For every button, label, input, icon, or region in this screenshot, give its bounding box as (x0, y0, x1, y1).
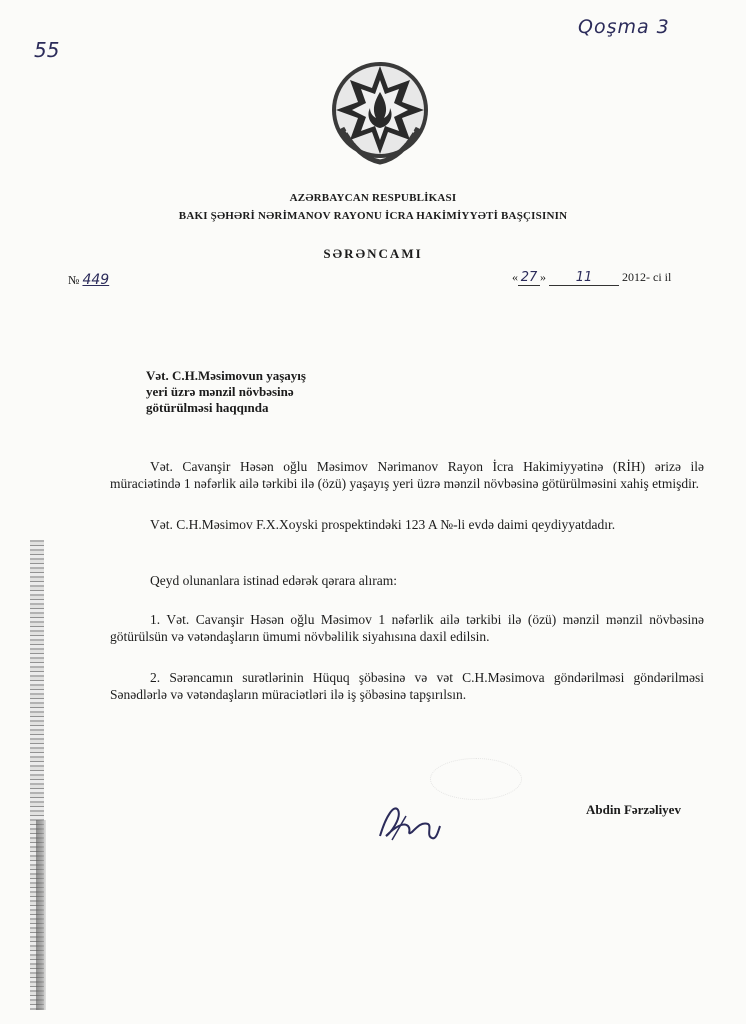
date-day: 27 (518, 270, 540, 286)
date-month: 11 (549, 270, 619, 286)
subject-line: yeri üzrə mənzil növbəsinə (146, 384, 294, 399)
body-paragraph-decision-intro: Qeyd olunanlara istinad edərək qərara alıram: (150, 573, 398, 588)
number-value: 449 (82, 272, 110, 288)
handwritten-attachment-note: Qoşma 3 (578, 16, 670, 38)
order-subject (146, 368, 306, 416)
header-order-title: SƏRƏNCAMI (323, 246, 423, 261)
body-paragraph-registration: Vət. C.H.Məsimov F.X.Xoyski prospektindəki 123 A №-li evdə daimi qeydiyyatdadır. (150, 517, 616, 532)
subject-line: Vət. C.H.Məsimovun yaşayış (146, 368, 306, 383)
body-paragraph-item-2: 2. Sərəncamın surətlərinin Hüquq şöbəsinə və vət C.H.Məsimova göndərilməsi göndərilməsi Sənədlərlə və vətəndaşların müraciətləri ilə iş şöbəsinə tapşırılsın. (110, 670, 704, 702)
scan-edge-shadow (36, 820, 46, 1010)
order-number (68, 272, 109, 288)
header-republic: AZƏRBAYCAN RESPUBLİKASI (289, 192, 457, 204)
azerbaijan-coat-of-arms-icon (328, 58, 432, 168)
date-year: 2012- ci il (622, 270, 672, 284)
body-paragraph-item-1: 1. Vət. Cavanşir Həsən oğlu Məsimov 1 nəfərlik ailə tərkibi ilə (özü) mənzil mənzil növbəsinə götürülsün və vətəndaşların ümumi növbəlilik siyahısına daxil edilsin. (110, 612, 704, 644)
order-date: « 27 » 11 2012- ci il (512, 270, 672, 285)
header-authority: BAKI ŞƏHƏRİ NƏRİMANOV RAYONU İCRA HAKİMİYYƏTİ BAŞÇISININ (178, 210, 568, 222)
body-paragraph-application: Vət. Cavanşir Həsən oğlu Məsimov Nərimanov Rayon İcra Hakimiyyətinə (RİH) ərizə ilə müraciətində 1 nəfərlik ailə tərkibi ilə (özü) yaşayış yeri üzrə mənzil növbəsinə götürülməsini xahiş etmişdir. (110, 459, 704, 491)
handwritten-signature-icon (372, 796, 442, 846)
handwritten-page-number: 55 (34, 38, 60, 62)
subject-line: götürülməsi haqqında (146, 400, 269, 415)
number-prefix: № (68, 273, 80, 287)
faint-stamp-mark (430, 758, 522, 800)
signatory-name: Abdin Fərzəliyev (586, 802, 681, 817)
